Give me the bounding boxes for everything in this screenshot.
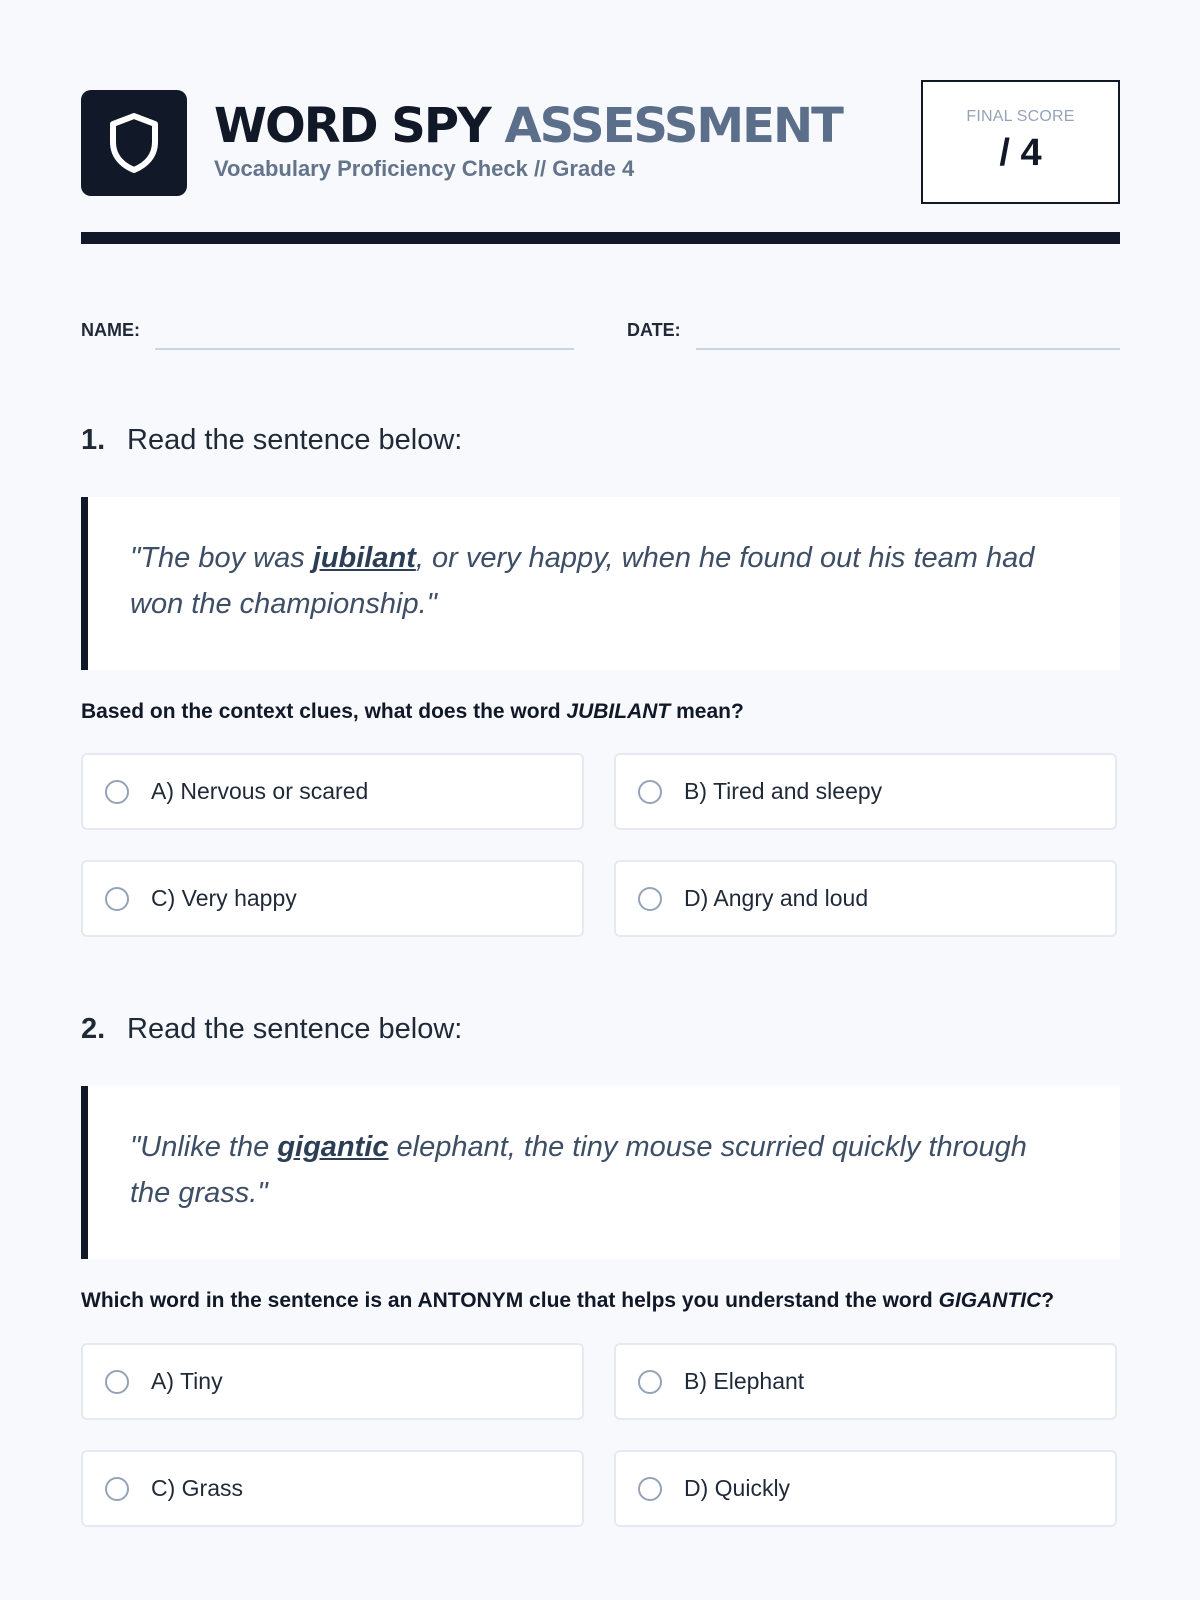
title-part-2: ASSESSMENT [504, 98, 842, 154]
option-d[interactable] [614, 860, 1117, 937]
radio-button[interactable] [105, 1370, 129, 1394]
prompt-text-after: ? [1041, 1289, 1055, 1312]
question-prompt [81, 1289, 1054, 1313]
target-word: gigantic [277, 1131, 389, 1163]
date-field[interactable] [696, 348, 1120, 350]
radio-button[interactable] [105, 1477, 129, 1501]
option-a[interactable] [81, 753, 584, 830]
final-score-box [921, 80, 1120, 204]
radio-button[interactable] [105, 780, 129, 804]
option-label: C) Very happy [151, 885, 297, 911]
prompt-word: GIGANTIC [938, 1289, 1042, 1312]
question-2 [81, 1011, 1120, 1501]
option-label: A) Nervous or scared [151, 778, 369, 804]
option-b[interactable] [614, 1343, 1117, 1420]
prompt-text-before: Which word in the sentence is an ANTONYM clue that helps you understand the word [81, 1289, 939, 1312]
logo [81, 90, 187, 196]
question-number: 2. [81, 1013, 106, 1045]
worksheet [81, 80, 1120, 1501]
title-block [214, 98, 842, 182]
option-b[interactable] [614, 753, 1117, 830]
radio-button[interactable] [638, 887, 662, 911]
question-header [81, 422, 1120, 458]
final-score-label: FINAL SCORE [966, 108, 1075, 125]
option-a[interactable] [81, 1343, 584, 1420]
question-1 [81, 422, 1120, 911]
name-label: NAME: [81, 320, 140, 340]
option-label: C) Grass [151, 1475, 243, 1501]
question-prompt [81, 700, 744, 724]
radio-button[interactable] [105, 887, 129, 911]
question-instruction: Read the sentence below: [127, 1013, 463, 1045]
question-number: 1. [81, 424, 106, 456]
date-label: DATE: [627, 320, 681, 340]
shield-icon [107, 112, 161, 174]
option-label: B) Tired and sleepy [684, 778, 883, 804]
header [81, 80, 1120, 204]
radio-button[interactable] [638, 1370, 662, 1394]
question-instruction: Read the sentence below: [127, 424, 463, 456]
page-title [214, 98, 842, 154]
sentence-text-after: , or very happy, when he found out his team had won the championship." [130, 542, 1035, 620]
prompt-word: JUBILANT [566, 700, 671, 723]
sentence-text-after: elephant, the tiny mouse scurried quickly through the grass." [130, 1131, 1027, 1209]
final-score-value: / 4 [999, 132, 1042, 174]
option-label: D) Quickly [684, 1475, 791, 1501]
name-field[interactable] [155, 348, 574, 350]
option-d[interactable] [614, 1450, 1117, 1527]
header-divider [81, 232, 1120, 244]
question-header [81, 1011, 1120, 1047]
option-label: D) Angry and loud [684, 885, 869, 911]
prompt-text-after: mean? [670, 700, 744, 723]
sentence-text-before: "Unlike the [130, 1131, 278, 1163]
option-label: A) Tiny [151, 1368, 223, 1394]
title-part-1: WORD SPY [214, 98, 505, 154]
radio-button[interactable] [638, 780, 662, 804]
student-info-row [81, 320, 1120, 354]
target-word: jubilant [312, 542, 416, 574]
sentence-quote [81, 1086, 1120, 1259]
sentence-quote [81, 497, 1120, 670]
option-c[interactable] [81, 860, 584, 937]
page-subtitle: Vocabulary Proficiency Check // Grade 4 [214, 156, 635, 181]
sentence-text-before: "The boy was [130, 542, 313, 574]
option-label: B) Elephant [684, 1368, 805, 1394]
prompt-text-before: Based on the context clues, what does the word [81, 700, 567, 723]
option-c[interactable] [81, 1450, 584, 1527]
radio-button[interactable] [638, 1477, 662, 1501]
